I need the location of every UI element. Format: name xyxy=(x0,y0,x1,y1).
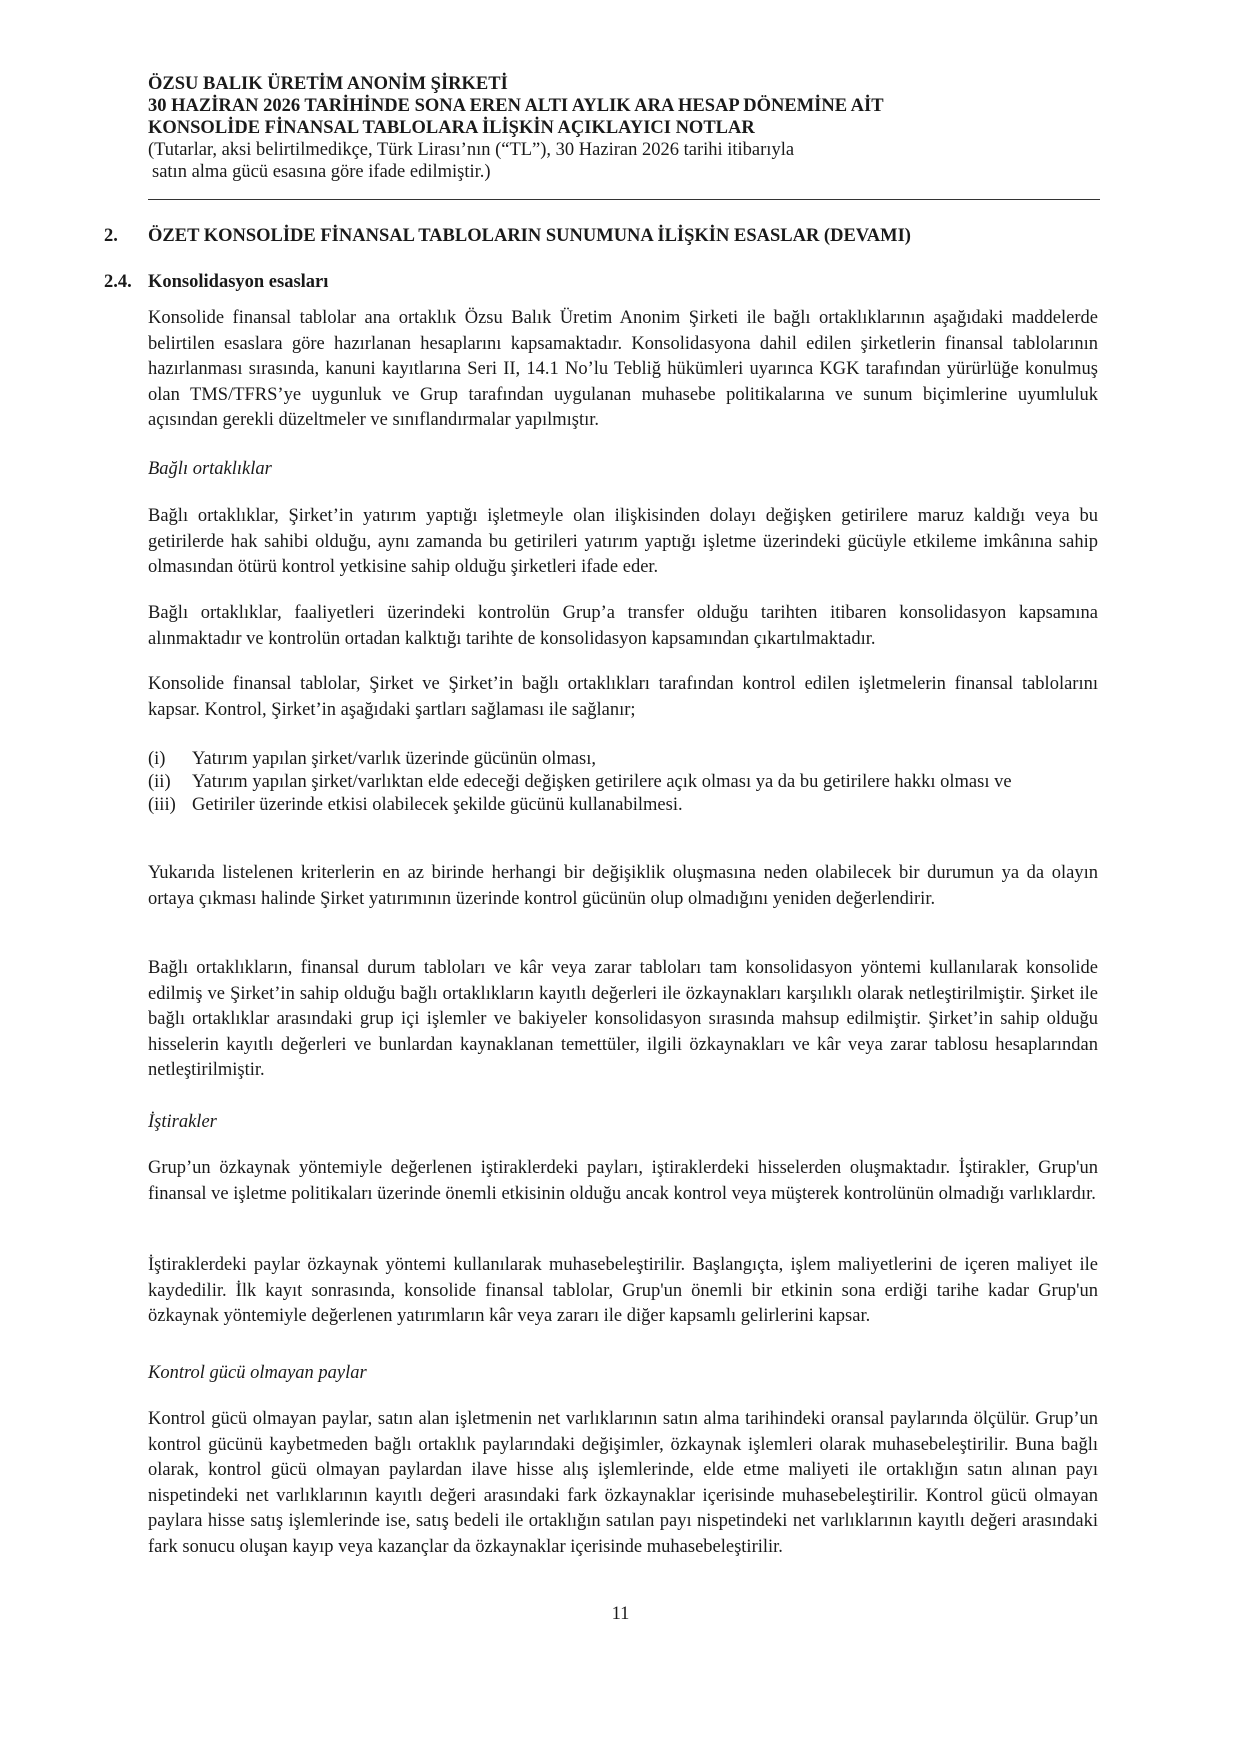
associates-paragraph-1-block xyxy=(148,1156,1098,1207)
subsidiaries-paragraph-1: Bağlı ortaklıklar, Şirket’in yatırım yaptığı işletmeyle olan ilişkisinden dolayı değişken getirilere maruz kaldığı veya bu getirilerde hak sahibi olduğu, aynı zamanda bu getirileri yatırım yaptığı işletme üzerindeki gücüyle etkileme imkânına sahip olmasından ötürü kontrol yetkisine sahip olduğu şirketleri ifade eder. xyxy=(148,506,1098,577)
associates-heading: İştirakler xyxy=(148,1112,217,1132)
subsidiaries-paragraph-4-block xyxy=(148,861,1098,912)
subsidiaries-paragraph-5-block xyxy=(148,956,1098,1084)
subsidiaries-paragraph-2-block xyxy=(148,601,1098,652)
subsection-heading xyxy=(104,271,328,293)
company-name: ÖZSU BALIK ÜRETİM ANONİM ŞİRKETİ xyxy=(148,74,508,94)
intro-paragraph: Konsolide finansal tablolar ana ortaklık Özsu Balık Üretim Anonim Şirketi ile bağlı ortaklıklarının aşağıdaki maddelerde belirtilen esaslara göre hazırlanan hesaplarını kapsamaktadır. Konsolidasyona dahil edilen şirketlerin finansal tablolarının hazırlanması sırasında, kanuni kayıtlarına Seri II, 14.1 No’lu Tebliğ hükümleri uyarınca KGK tarafından yürürlüğe konulmuş olan TMS/TFRS’ye uygunluk ve Grup tarafından uygulanan muhasebe politikalarına ve sunum biçimlerine uyumluluk açısından gerekli düzeltmeler ve sınıflandırmalar yapılmıştır. xyxy=(148,308,1098,430)
list-item xyxy=(148,748,1098,771)
subsection-number: 2.4. xyxy=(104,272,132,292)
list-marker: (ii) xyxy=(148,772,171,792)
list-item-text: Yatırım yapılan şirket/varlıktan elde edeceği değişken getirilere açık olması ya da bu getirilere hakkı olması ve xyxy=(192,772,1012,792)
list-marker: (iii) xyxy=(148,795,176,815)
page-number: 11 xyxy=(611,1604,630,1624)
nci-heading-block xyxy=(148,1361,1098,1385)
nci-paragraph-block xyxy=(148,1407,1098,1560)
subsidiaries-paragraph-3: Konsolide finansal tablolar, Şirket ve Şirket’in bağlı ortaklıkları tarafından kontrol edilen işletmelerin finansal tablolarını kapsar. Kontrol, Şirket’in aşağıdaki şartları sağlaması ile sağlanır; xyxy=(148,674,1098,720)
subsidiaries-paragraph-1-block xyxy=(148,504,1098,581)
header-divider xyxy=(148,199,1100,200)
subsidiaries-paragraph-4: Yukarıda listelenen kriterlerin en az birinde herhangi bir değişiklik oluşmasına neden olabilecek bir durumun ya da olayın ortaya çıkması halinde Şirket yatırımının üzerinde kontrol gücünün olup olmadığını yeniden değerlendirir. xyxy=(148,863,1098,909)
subsidiaries-paragraph-5: Bağlı ortaklıkların, finansal durum tabloları ve kâr veya zarar tabloları tam konsolidasyon yöntemi kullanılarak konsolide edilmiş ve Şirket’in sahip olduğu bağlı ortaklıkların kayıtlı değerleri ile özkaynakları karşılıklı olarak netleştirilmiştir. Şirket ile bağlı ortaklıklar arasındaki grup içi işlemler ve bakiyeler konsolidasyon sırasında mahsup edilmiştir. Şirket’in sahip olduğu hisselerin kayıtlı değerleri ve bunlardan kaynaklanan temettüler, ilgili özkaynakları ve kâr veya zarar tablosu hesaplarından netleştirilmiştir. xyxy=(148,958,1098,1080)
subsidiaries-heading: Bağlı ortaklıklar xyxy=(148,459,272,479)
reporting-period: 30 HAZİRAN 2026 TARİHİNDE SONA EREN ALTI AYLIK ARA HESAP DÖNEMİNE AİT xyxy=(148,96,884,116)
list-item xyxy=(148,794,1098,817)
intro-paragraph-block xyxy=(148,306,1098,434)
list-item-text: Getiriler üzerinde etkisi olabilecek şekilde gücünü kullanabilmesi. xyxy=(192,795,683,815)
subsidiaries-paragraph-2: Bağlı ortaklıklar, faaliyetleri üzerindeki kontrolün Grup’a transfer olduğu tarihten itibaren konsolidasyon kapsamına alınmaktadır ve kontrolün ortadan kalktığı tarihte de konsolidasyon kapsamından çıkartılmaktadır. xyxy=(148,603,1098,649)
associates-paragraph-1: Grup’un özkaynak yöntemiyle değerlenen iştiraklerdeki payları, iştiraklerdeki hisselerden oluşmaktadır. İştirakler, Grup'un finansal ve işletme politikaları üzerinde önemli etkisinin olduğu ancak kontrol veya müşterek kontrolünün olmadığı varlıklardır. xyxy=(148,1158,1098,1204)
associates-paragraph-2: İştiraklerdeki paylar özkaynak yöntemi kullanılarak muhasebeleştirilir. Başlangıçta, işlem maliyetlerini de içeren maliyet ile kaydedilir. İlk kayıt sonrasında, konsolide finansal tablolar, Grup'un önemli bir etkinin sona erdiği tarihe kadar Grup'un özkaynak yöntemiyle değerlenen yatırımların kâr veya zararı ile diğer kapsamlı gelirlerini kapsar. xyxy=(148,1255,1098,1326)
page-header xyxy=(148,73,1098,183)
associates-paragraph-2-block xyxy=(148,1253,1098,1330)
section-number: 2. xyxy=(104,226,118,246)
currency-note-line-1: (Tutarlar, aksi belirtilmedikçe, Türk Lirası’nın (“TL”), 30 Haziran 2026 tarihi itibarıyla xyxy=(148,140,795,160)
subsidiaries-heading-block xyxy=(148,457,1098,481)
list-item xyxy=(148,771,1098,794)
control-criteria-list xyxy=(148,748,1098,817)
list-item-text: Yatırım yapılan şirket/varlık üzerinde gücünün olması, xyxy=(192,749,597,769)
non-controlling-interests-heading: Kontrol gücü olmayan paylar xyxy=(148,1363,367,1383)
subsection-title: Konsolidasyon esasları xyxy=(148,272,329,292)
section-title: ÖZET KONSOLİDE FİNANSAL TABLOLARIN SUNUMUNA İLİŞKİN ESASLAR (DEVAMI) xyxy=(148,226,911,246)
document-title: KONSOLİDE FİNANSAL TABLOLARA İLİŞKİN AÇIKLAYICI NOTLAR xyxy=(148,118,755,138)
currency-note-line-2: satın alma gücü esasına göre ifade edilmiştir.) xyxy=(152,162,491,182)
non-controlling-interests-paragraph: Kontrol gücü olmayan paylar, satın alan işletmenin net varlıklarının satın alma tarihindeki oransal paylarında ölçülür. Grup’un kontrol gücünü kaybetmeden bağlı ortaklık paylarındaki değişimler, özkaynak işlemleri olarak muhasebeleştirilir. Buna bağlı olarak, kontrol gücü olmayan paylardan ilave hisse alış işlemlerinde, elde etme maliyeti ile ortaklığın satın alınan payı nispetindeki net varlıklarının kayıtlı değeri arasındaki fark özkaynaklar içerisinde muhasebeleştirilir. Kontrol gücü olmayan paylara hisse satış işlemlerinde ise, satış bedeli ile ortaklığın satılan payı nispetindeki net varlıklarının kayıtlı değeri arasındaki fark sonucu oluşan kayıp veya kazançlar da özkaynaklar içerisinde muhasebeleştirilir. xyxy=(148,1409,1098,1557)
associates-heading-block xyxy=(148,1110,1098,1134)
subsidiaries-paragraph-3-block xyxy=(148,672,1098,723)
section-heading xyxy=(104,225,911,247)
list-marker: (i) xyxy=(148,749,166,769)
